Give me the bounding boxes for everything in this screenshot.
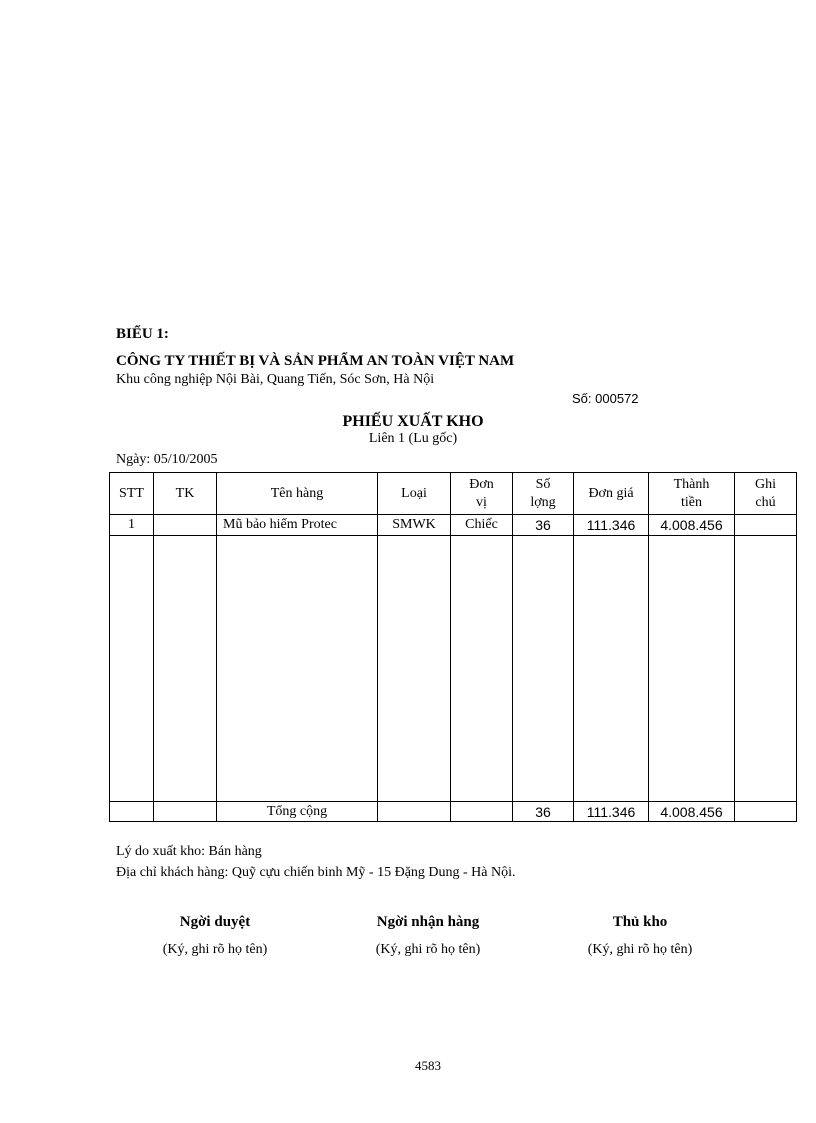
- header-quantity-line2: lợng: [530, 494, 556, 510]
- document-title: PHIẾU XUẤT KHO: [342, 413, 484, 430]
- company-name: CÔNG TY THIẾT BỊ VÀ SẢN PHẨM AN TOÀN VIỆT NAM: [116, 353, 515, 369]
- header-amount-line2: tiền: [681, 494, 702, 510]
- empty-cell: [217, 536, 378, 802]
- cell-unit: Chiếc: [451, 515, 513, 536]
- table-empty-row: [110, 536, 797, 802]
- empty-cell: [110, 536, 154, 802]
- document-number: Số: 000572: [572, 391, 639, 406]
- empty-cell: [110, 802, 154, 822]
- cell-type: SMWK: [378, 515, 451, 536]
- empty-cell: [451, 536, 513, 802]
- signature-role: Ngời duyệt: [179, 914, 251, 930]
- signature-hint: (Ký, ghi rõ họ tên): [587, 942, 693, 957]
- empty-cell: [378, 802, 451, 822]
- signature-approver: [115, 914, 315, 958]
- items-table: [109, 472, 797, 822]
- signature-hint: (Ký, ghi rõ họ tên): [375, 942, 481, 957]
- empty-cell: [154, 536, 217, 802]
- header-unit-line2: vị: [476, 494, 487, 510]
- empty-cell: [735, 802, 797, 822]
- empty-cell: [649, 536, 735, 802]
- cell-note: [735, 515, 797, 536]
- header-stt: STT: [110, 473, 154, 515]
- empty-cell: [735, 536, 797, 802]
- customer-address: Địa chỉ khách hàng: Quỹ cựu chiến binh Mỹ - 15 Đặng Dung - Hà Nội.: [116, 865, 516, 880]
- header-unit-price: Đơn giá: [574, 473, 649, 515]
- table-row: [110, 515, 797, 536]
- export-reason: Lý do xuất kho: Bán hàng: [116, 844, 262, 859]
- table-total-row: [110, 802, 797, 822]
- signature-hint: (Ký, ghi rõ họ tên): [162, 942, 268, 957]
- cell-item-name: Mũ bảo hiểm Protec: [217, 515, 378, 536]
- header-amount-line1: Thành: [673, 476, 710, 492]
- header-amount: [649, 473, 735, 515]
- form-label: BIỂU 1:: [116, 326, 169, 342]
- header-unit: [451, 473, 513, 515]
- header-note-line2: chú: [755, 494, 776, 510]
- header-quantity-line1: Số: [535, 476, 551, 492]
- table-header-row: [110, 473, 797, 515]
- cell-tk: [154, 515, 217, 536]
- signature-role: Ngời nhận hàng: [376, 914, 480, 930]
- total-quantity: 36: [513, 802, 574, 822]
- total-amount: 4.008.456: [649, 802, 735, 822]
- company-address: Khu công nghiệp Nội Bài, Quang Tiến, Sóc Sơn, Hà Nội: [116, 372, 435, 387]
- empty-cell: [513, 536, 574, 802]
- signature-storekeeper: [540, 914, 740, 958]
- empty-cell: [154, 802, 217, 822]
- empty-cell: [574, 536, 649, 802]
- total-unit-price: 111.346: [574, 802, 649, 822]
- header-note: [735, 473, 797, 515]
- empty-cell: [378, 536, 451, 802]
- cell-unit-price: 111.346: [574, 515, 649, 536]
- header-type: Loại: [378, 473, 451, 515]
- empty-cell: [451, 802, 513, 822]
- signature-receiver: [328, 914, 528, 958]
- document-date: Ngày: 05/10/2005: [116, 452, 218, 467]
- document-copy-label: Liên 1 (Lu gốc): [368, 431, 458, 446]
- header-item-name: Tên hàng: [217, 473, 378, 515]
- signature-role: Thủ kho: [612, 914, 668, 930]
- total-label: Tổng cộng: [217, 802, 378, 822]
- header-note-line1: Ghi: [755, 476, 776, 492]
- header-tk: TK: [154, 473, 217, 515]
- cell-amount: 4.008.456: [649, 515, 735, 536]
- header-unit-line1: Đơn: [469, 476, 494, 492]
- header-quantity: [513, 473, 574, 515]
- cell-stt: 1: [110, 515, 154, 536]
- cell-quantity: 36: [513, 515, 574, 536]
- page-number: 4583: [415, 1058, 441, 1073]
